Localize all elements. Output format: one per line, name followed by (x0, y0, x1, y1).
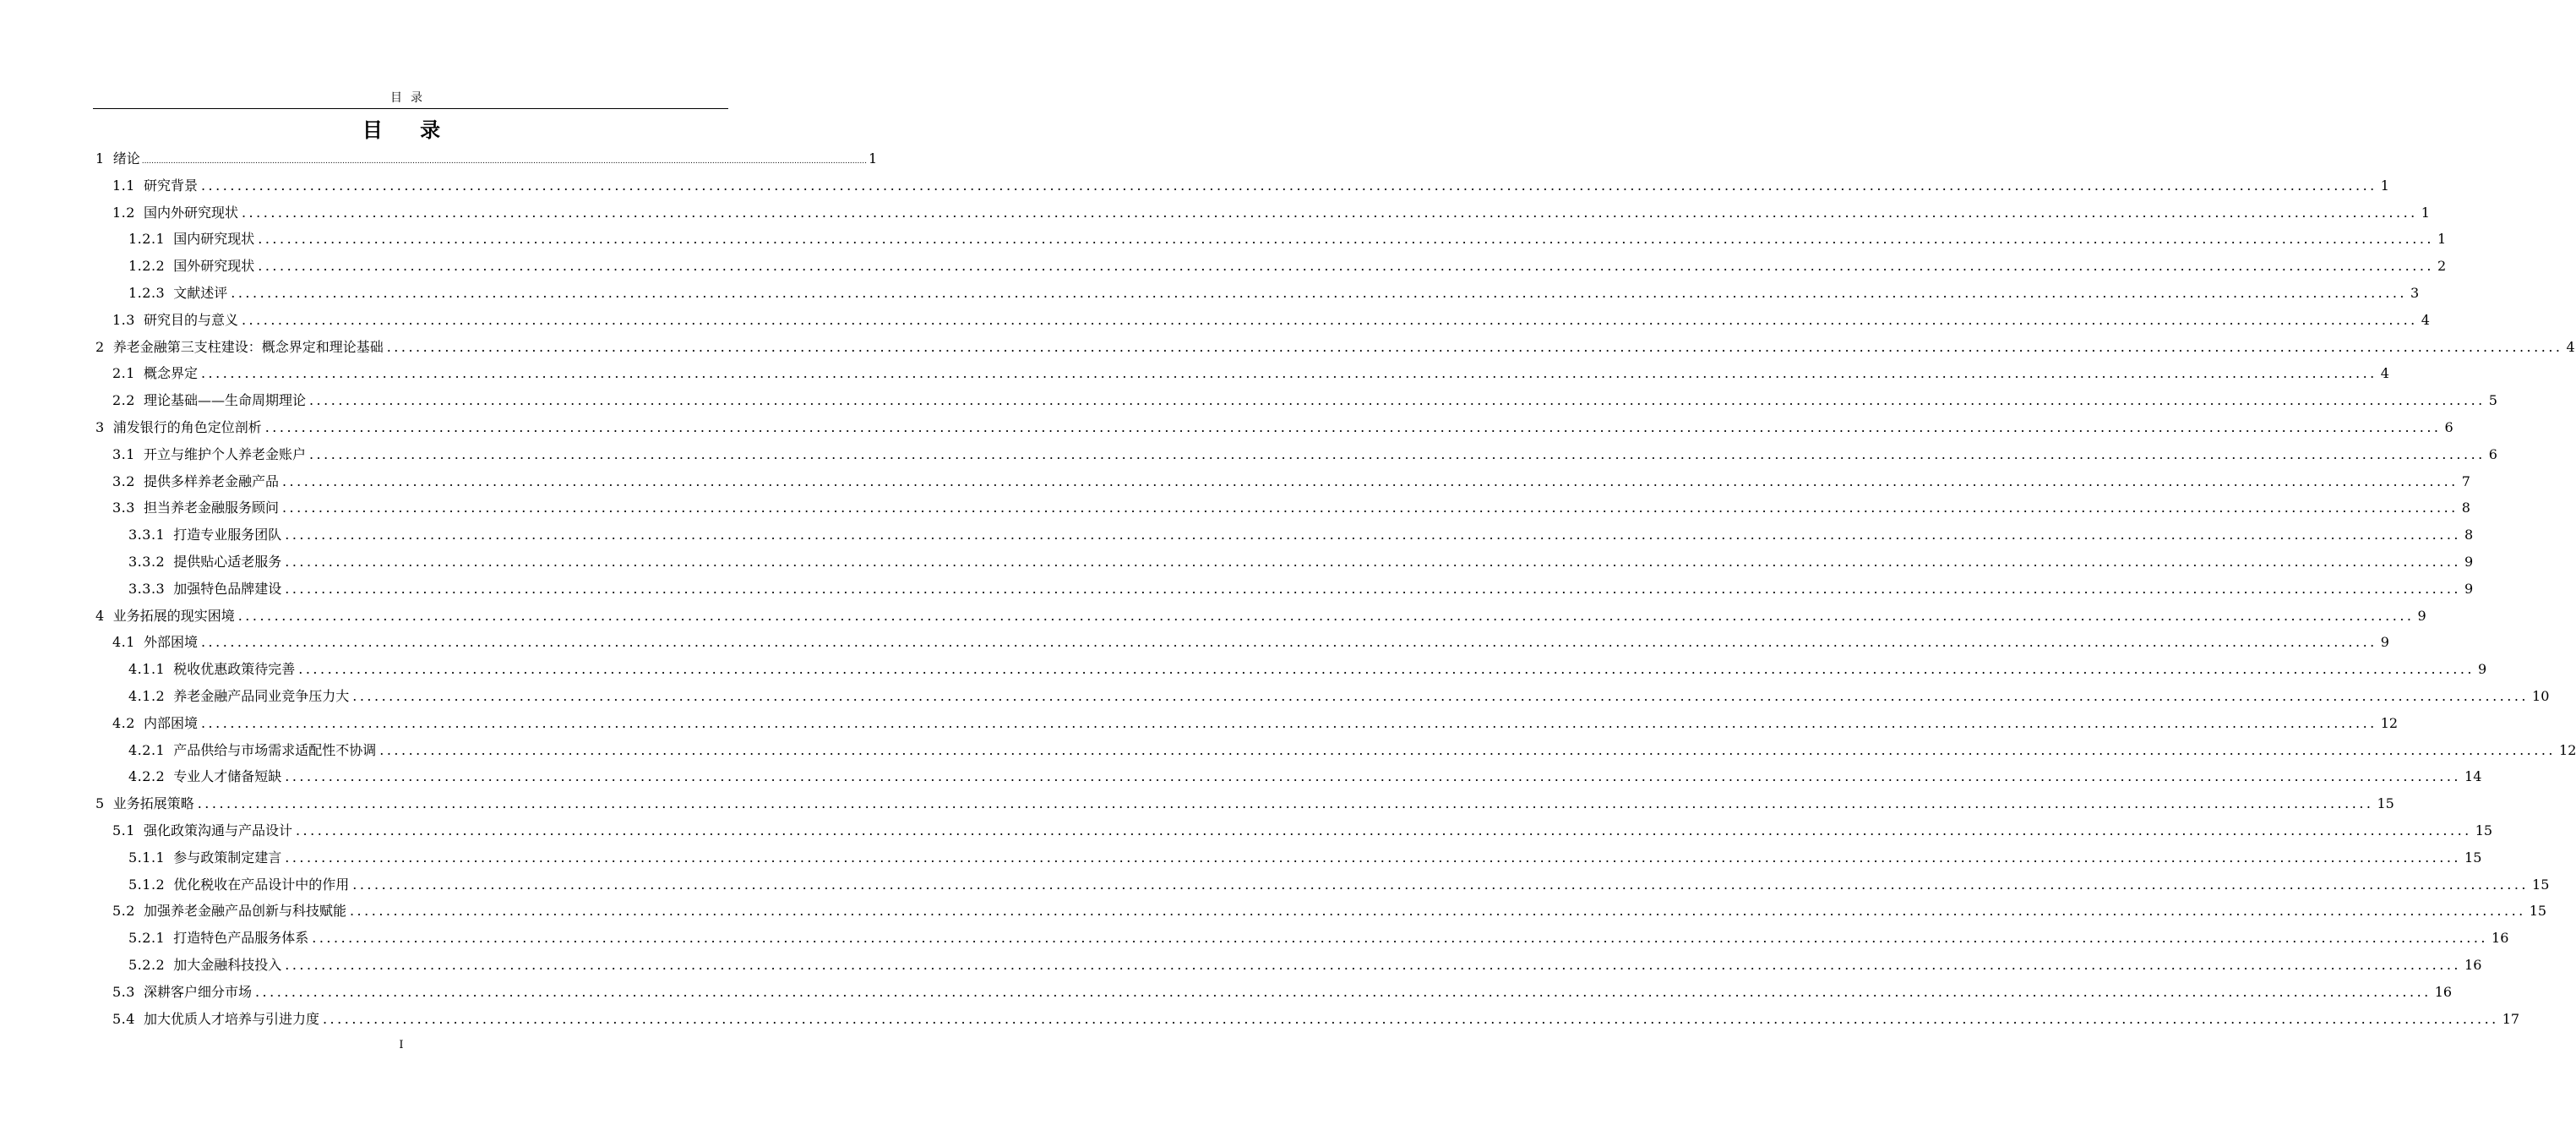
toc-entry-number: 5 (95, 795, 105, 812)
toc-entry-number: 1.2.1 (128, 231, 166, 248)
toc-dot-leader: ............................................................................................................................................................................................................................................................................................................ (200, 714, 2377, 731)
toc-entry-page: 9 (2380, 634, 2389, 651)
toc-dot-leader: ............................................................................................................................................................................................................................................................................................................ (312, 930, 2489, 947)
toc-entry-number: 2 (95, 338, 105, 355)
toc-dot-leader: ............................................................................................................................................................................................................................................................................................................ (237, 607, 2415, 624)
toc-dot-leader: ............................................................................................................................................................................................................................................................................................................ (200, 365, 2377, 382)
toc-dot-leader: ............................................................................................................................................................................................................................................................................................................ (285, 580, 2462, 597)
toc-entry-number: 5.2.1 (128, 930, 166, 947)
toc-entry[interactable] (112, 172, 2389, 199)
toc-entry-page: 4 (2380, 365, 2389, 382)
toc-entry[interactable] (112, 898, 2547, 925)
toc-entry-title: 税收优惠政策待完善 (173, 661, 296, 678)
toc-entry-page: 16 (2464, 957, 2482, 973)
toc-entry[interactable] (112, 307, 2430, 334)
toc-entry-page: 6 (2488, 445, 2497, 462)
toc-entry-title: 担当养老金融服务顾问 (143, 500, 279, 516)
toc-entry-title: 强化政策沟通与产品设计 (143, 822, 292, 838)
toc-entry[interactable] (128, 844, 2482, 871)
toc-entry-number: 3.3.3 (128, 580, 166, 597)
toc-entry[interactable] (128, 683, 2550, 710)
toc-entry-number: 3.1 (112, 445, 135, 462)
running-header (93, 90, 728, 109)
toc-entry-number: 5.3 (112, 983, 135, 1000)
toc-entry-title: 提供多样养老金融产品 (143, 472, 279, 489)
toc-entry-number: 3.3.1 (128, 527, 166, 543)
toc-entry[interactable] (128, 576, 2474, 603)
toc-entry[interactable] (128, 253, 2447, 280)
toc-entry-title: 深耕客户细分市场 (143, 983, 252, 1000)
toc-entry-number: 5.1.2 (128, 876, 166, 893)
toc-entry-title: 理论基础——生命周期理论 (143, 392, 306, 409)
toc-entry-number: 1.2.3 (128, 285, 166, 301)
toc-entry-title: 产品供给与市场需求适配性不协调 (173, 741, 377, 758)
toc-dot-leader: ............................................................................................................................................................................................................................................................................................................ (349, 903, 2526, 920)
toc-entry-page: 4 (2566, 338, 2575, 355)
toc-entry-number: 4.1.2 (128, 688, 166, 704)
toc-entry[interactable] (112, 360, 2389, 387)
toc-entry-title: 开立与维护个人养老金账户 (143, 445, 306, 462)
toc-entry-number: 2.1 (112, 365, 135, 382)
toc-dot-leader: ............................................................................................................................................................................................................................................................................................................ (285, 527, 2462, 543)
toc-entry[interactable] (128, 656, 2487, 683)
toc-entry-number: 3.3 (112, 500, 135, 516)
toc-entry-page: 4 (2421, 311, 2430, 328)
toc-entry-title: 加强特色品牌建设 (173, 580, 282, 597)
toc-dot-leader: ............................................................................................................................................................................................................................................................................................................ (258, 258, 2435, 275)
toc-entry[interactable] (128, 871, 2550, 898)
toc-dot-leader: ............................................................................................................................................................................................................................................................................................................ (258, 231, 2435, 248)
toc-entry-page: 1 (2421, 204, 2430, 221)
toc-entry-title: 加强养老金融产品创新与科技赋能 (143, 903, 346, 920)
toc-entry-page: 1 (868, 150, 878, 167)
toc-entry-number: 4.2.2 (128, 768, 166, 785)
toc-entry-number: 1.3 (112, 311, 135, 328)
toc-entry-page: 15 (2464, 849, 2482, 866)
toc-entry-page: 9 (2464, 580, 2474, 597)
toc-entry-title: 养老金融第三支柱建设：概念界定和理论基础 (112, 338, 384, 355)
toc-dot-leader: ............................................................................................................................................................................................................................................................................................................ (285, 849, 2462, 866)
toc-entry-page: 12 (2559, 741, 2576, 758)
toc-entry-page: 8 (2461, 500, 2470, 516)
toc-entry-number: 1.2 (112, 204, 135, 221)
toc-entry-page: 15 (2529, 903, 2547, 920)
toc-entry-number: 3.2 (112, 472, 135, 489)
toc-entry-number: 4.2 (112, 714, 135, 731)
toc-entry[interactable] (128, 522, 2474, 549)
toc-entry-title: 文献述评 (173, 285, 228, 301)
toc-dot-leader: ............................................................................................................................................................................................................................................................................................................ (379, 741, 2557, 758)
toc-entry-page: 14 (2464, 768, 2482, 785)
toc-entry-title: 优化税收在产品设计中的作用 (173, 876, 350, 893)
toc-dot-leader: ............................................................................................................................................................................................................................................................................................................ (264, 419, 2442, 435)
toc-entry[interactable] (112, 1006, 2520, 1033)
toc-entry[interactable] (112, 817, 2493, 844)
toc-entry-page: 12 (2380, 714, 2399, 731)
toc-entry-page: 10 (2532, 688, 2550, 704)
toc-dot-leader: ............................................................................................................................................................................................................................................................................................................ (322, 1010, 2499, 1027)
toc-entry[interactable] (95, 414, 2453, 441)
toc-entry-title: 国内外研究现状 (143, 204, 238, 221)
toc-dot-leader: ............................................................................................................................................................................................................................................................................................................ (200, 177, 2377, 194)
toc-entry-page: 7 (2461, 472, 2470, 489)
toc-dot-leader: ............................................................................................................................................................................................................................................................................................................ (241, 311, 2418, 328)
toc-entry-number: 1.1 (112, 177, 135, 194)
toc-dot-leader: ............................................................................................................................................................................................................................................................................................................ (200, 634, 2377, 651)
toc-entry-page: 1 (2380, 177, 2389, 194)
toc-entry-page: 8 (2464, 527, 2474, 543)
toc-entry-title: 加大优质人才培养与引进力度 (143, 1010, 319, 1027)
toc-entry[interactable] (128, 737, 2576, 764)
toc-dot-leader: ............................................................................................................................................................................................................................................................................................................ (197, 795, 2374, 812)
toc-entry-page: 1 (2437, 231, 2447, 248)
toc-entry-number: 5.2 (112, 903, 135, 920)
toc-dot-leader: ............................................................................................................................................................................................................................................................................................................ (352, 688, 2530, 704)
toc-entry[interactable] (112, 441, 2497, 468)
toc-entry-number: 4.1.1 (128, 661, 166, 678)
toc-entry-title: 研究背景 (143, 177, 198, 194)
toc-dot-leader: ............................................................................................................................................................................................................................................................................................................ (281, 472, 2459, 489)
toc-entry-title: 提供贴心适老服务 (173, 554, 282, 570)
toc-entry-page: 16 (2434, 983, 2453, 1000)
toc-entry-page: 5 (2488, 392, 2497, 409)
toc-entry-page: 9 (2478, 661, 2487, 678)
toc-entry[interactable] (112, 494, 2470, 522)
toc-entry[interactable] (128, 763, 2482, 790)
toc-entry[interactable] (128, 925, 2509, 952)
toc-entry-title: 绪论 (112, 150, 140, 167)
toc-dot-leader: ............................................................................................................................................................................................................................................................................................................ (254, 983, 2432, 1000)
toc-dot-leader: ............................................................................................................................................................................................................................................................................................................ (308, 445, 2486, 462)
toc-dot-leader: ............................................................................................................................................................................................................................................................................................................ (352, 876, 2530, 893)
toc-entry-title: 浦发银行的角色定位剖析 (112, 419, 262, 435)
toc-entry[interactable] (112, 387, 2497, 414)
toc-dot-leader: ............................................................................................................................................................................................................................................................................................................ (308, 392, 2486, 409)
page-number: I (399, 1039, 404, 1051)
toc-entry[interactable] (112, 468, 2470, 495)
toc-entry-page: 17 (2502, 1010, 2520, 1027)
toc-entry-title: 国内研究现状 (173, 231, 255, 248)
toc-entry-page: 15 (2532, 876, 2550, 893)
toc-entry-number: 5.2.2 (128, 957, 166, 973)
toc-entry-title: 养老金融产品同业竞争压力大 (173, 688, 350, 704)
toc-entry-title: 专业人才储备短缺 (173, 768, 282, 785)
running-header-text: 目录 (390, 91, 431, 105)
toc-entry-title: 参与政策制定建言 (173, 849, 282, 866)
toc-entry-page: 16 (2492, 930, 2509, 947)
toc-entry-page: 3 (2410, 285, 2420, 301)
toc-entry[interactable] (95, 790, 2394, 817)
toc-entry-number: 5.4 (112, 1010, 135, 1027)
toc-entry-title: 国外研究现状 (173, 258, 255, 275)
toc-entry-number: 3.3.2 (128, 554, 166, 570)
toc-dot-leader: ............................................................................................................................................................................................................................................................................................................ (241, 204, 2418, 221)
toc-dot-leader: ............................................................................................................................................................................................................................................................................................................ (285, 768, 2462, 785)
toc-dot-leader: ............................................................................................................................................................................................................................................................................................................ (281, 500, 2459, 516)
toc-entry-page: 15 (2377, 795, 2394, 812)
toc-dot-leader: ............................................................................................................................................................................................................................................................................................................ (386, 338, 2563, 355)
toc-entry-page: 6 (2444, 419, 2453, 435)
toc-entry-title: 业务拓展策略 (112, 795, 194, 812)
toc-entry-number: 4 (95, 607, 105, 624)
toc-entry-page: 9 (2464, 554, 2474, 570)
toc-entry[interactable] (95, 603, 2426, 630)
toc-entry-number: 5.1 (112, 822, 135, 838)
toc-entry-page: 15 (2475, 822, 2493, 838)
toc-entry-number: 1 (95, 150, 105, 167)
toc-entry-page: 2 (2437, 258, 2447, 275)
toc-entry[interactable] (128, 952, 2482, 979)
toc-dot-leader: ............................................................................................................................................................................................................................................................................................................ (285, 957, 2462, 973)
toc-entry-number: 1.2.2 (128, 258, 166, 275)
toc-dot-leader: ............................................................................................................................................................................................................................................................................................................ (231, 285, 2408, 301)
toc-entry[interactable] (128, 280, 2420, 307)
toc-entry-page: 9 (2417, 607, 2426, 624)
toc-entry[interactable] (128, 226, 2447, 253)
toc-entry-title: 业务拓展的现实困境 (112, 607, 235, 624)
toc-entry-title: 打造特色产品服务体系 (173, 930, 309, 947)
toc-entry[interactable] (112, 199, 2430, 227)
toc-entry-number: 4.1 (112, 634, 135, 651)
toc-entry-number: 2.2 (112, 392, 135, 409)
toc-entry-title: 打造专业服务团队 (173, 527, 282, 543)
toc-entry-title: 概念界定 (143, 365, 198, 382)
toc-entry[interactable] (95, 334, 2575, 361)
page-title: 目 录 (362, 118, 456, 142)
toc-entry-title: 内部困境 (143, 714, 198, 731)
toc-entry[interactable] (112, 979, 2453, 1006)
toc-entry-number: 3 (95, 419, 105, 435)
toc-entry[interactable] (95, 145, 878, 172)
toc-dot-leader: ............................................................................................................................................................................................................................................................................................................ (298, 661, 2475, 678)
toc-entry-title: 加大金融科技投入 (173, 957, 282, 973)
toc-entry-number: 5.1.1 (128, 849, 166, 866)
toc-entry[interactable] (112, 710, 2399, 737)
toc-dot-leader: ............................................................................................................................................................................................................................................................................................................ (295, 822, 2472, 838)
toc-entry-title: 外部困境 (143, 634, 198, 651)
toc-dot-leader: ............................................................................................................................................................................................................................................................................................................ (285, 554, 2462, 570)
toc-entry[interactable] (112, 629, 2389, 656)
toc-entry[interactable] (128, 549, 2474, 576)
toc-entry-title: 研究目的与意义 (143, 311, 238, 328)
toc-dot-leader: ............................................................................................................................................................................................................................................................................................................ (141, 157, 867, 166)
toc-entry-number: 4.2.1 (128, 741, 166, 758)
